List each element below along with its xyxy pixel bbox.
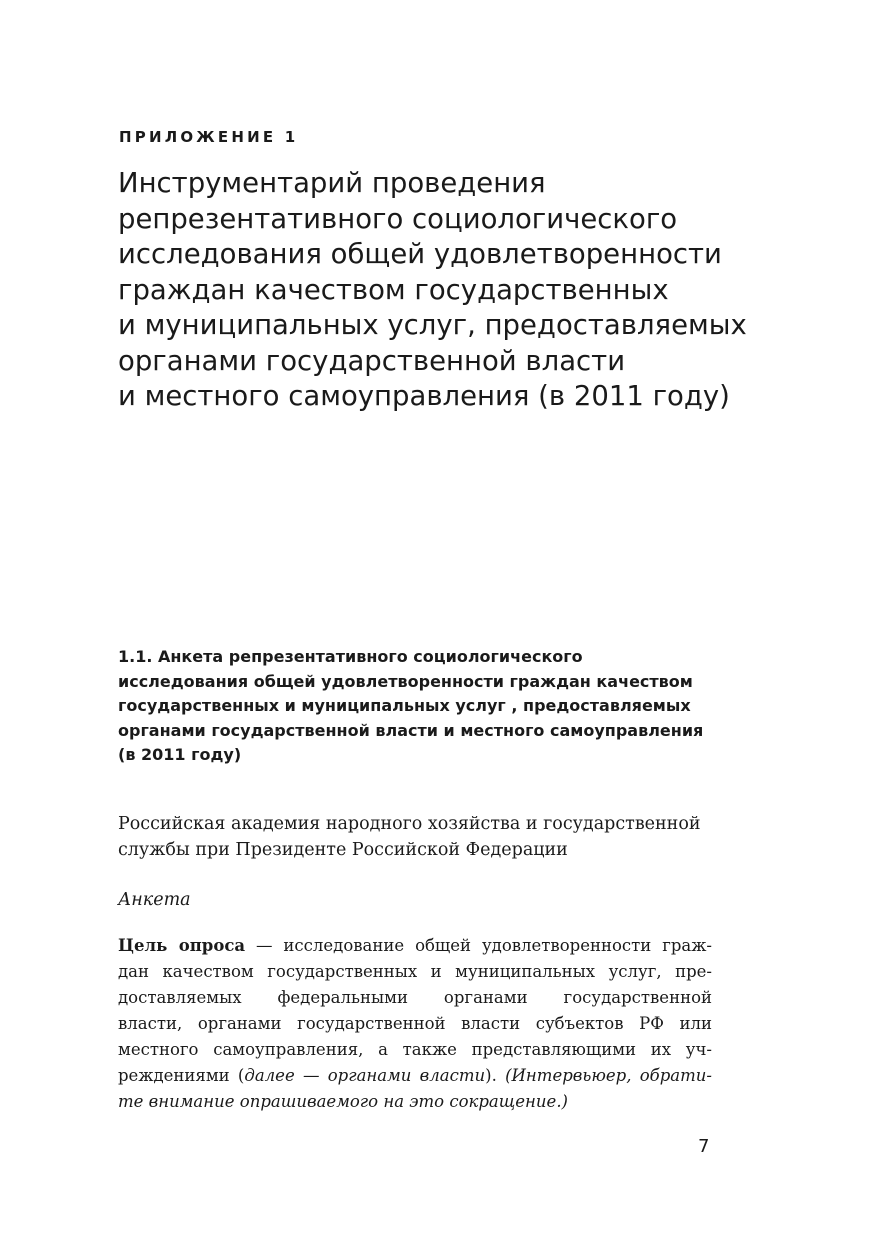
- page-number: 7: [698, 1136, 710, 1157]
- purpose-text: ).: [485, 1066, 506, 1085]
- section-heading-line: органами государственной власти и местного самоуправления: [118, 720, 704, 740]
- interviewer-note: те внимание опрашиваемого на это сокращение.): [118, 1092, 568, 1111]
- main-title-line: и муниципальных услуг, предоставляемых: [118, 309, 747, 341]
- section-heading-line: исследования общей удовлетворенности граждан качеством: [118, 671, 693, 691]
- section-heading-line: (в 2011 году): [118, 745, 242, 764]
- section-heading-line: государственных и муниципальных услуг , предоставляемых: [118, 696, 691, 715]
- organization-name: [118, 811, 718, 863]
- paragraph-line: дан качеством государственных и муниципальных услуг, пре-: [118, 962, 712, 981]
- section-heading-line: 1.1. Анкета репрезентативного социологического: [118, 647, 583, 666]
- main-title-line: граждан качеством государственных: [118, 273, 669, 306]
- paragraph-line: власти, органами государственной власти субъектов РФ или: [118, 1014, 712, 1033]
- paragraph-line: доставляемых федеральными органами государственной: [118, 988, 712, 1007]
- purpose-lead: Цель опроса: [118, 936, 246, 955]
- organization-name-line: службы при Президенте Российской Федерации: [118, 840, 568, 860]
- form-label: Анкета: [118, 890, 191, 910]
- paragraph-line: [118, 1063, 712, 1089]
- main-title-line: Инструментарий проведения: [118, 167, 546, 199]
- main-title: [118, 166, 758, 415]
- section-heading: [118, 645, 738, 768]
- purpose-abbrev: далее — органами власти: [244, 1066, 486, 1085]
- main-title-line: органами государственной власти: [118, 344, 626, 377]
- paragraph-line: местного самоуправления, а также представляющими их уч-: [118, 1040, 712, 1059]
- survey-purpose-paragraph: [118, 933, 712, 1115]
- paragraph-line: [118, 1089, 712, 1115]
- main-title-line: исследования общей удовлетворенности: [118, 238, 722, 270]
- purpose-text: — исследование общей удовлетворенности граж-: [245, 936, 712, 955]
- main-title-line: репрезентативного социологического: [118, 202, 678, 235]
- paragraph-line: [118, 933, 712, 959]
- main-title-line: и местного самоуправления (в 2011 году): [118, 380, 730, 412]
- purpose-text: реждениями (: [118, 1066, 245, 1085]
- organization-name-line: Российская академия народного хозяйства и государственной: [118, 814, 701, 834]
- appendix-label: ПРИЛОЖЕНИЕ 1: [119, 128, 299, 146]
- interviewer-note: (Интервьюер, обрати-: [505, 1066, 712, 1085]
